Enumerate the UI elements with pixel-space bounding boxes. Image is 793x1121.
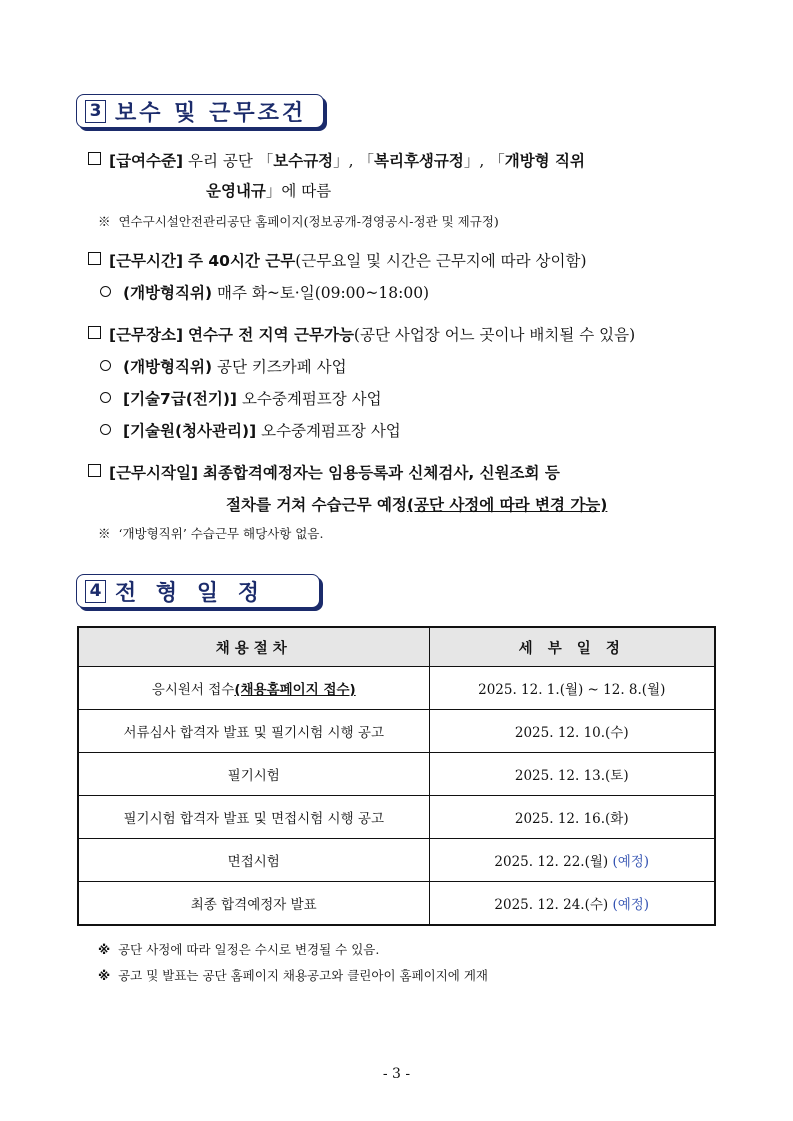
tentative-tag: (예정) <box>612 854 650 870</box>
place-rest: (공단 사업장 어느 곳이나 배치될 수 있음) <box>353 326 636 344</box>
place-item-label: [기술원(청사관리)] <box>123 422 257 440</box>
start-line-1 <box>88 461 560 483</box>
pay-text: 」, 「 <box>463 152 505 170</box>
start-text-2: 절차를 거쳐 수습근무 예정 <box>226 496 407 514</box>
section-3-header <box>76 94 324 128</box>
schedule-note-text: 공단 사정에 따라 일정은 수시로 변경될 수 있음. <box>118 942 380 957</box>
start-note <box>98 524 323 542</box>
hours-sub-text: 매주 화~토·일(09:00~18:00) <box>216 284 430 302</box>
pay-text: 」에 따름 <box>265 182 332 200</box>
table-row <box>78 667 715 710</box>
date-cell <box>429 839 715 882</box>
section-4-header <box>76 574 320 608</box>
table-row <box>78 753 715 796</box>
step-cell: 서류심사 합격자 발표 및 필기시험 시행 공고 <box>78 710 429 753</box>
checkbox-square-icon <box>88 326 101 339</box>
pay-line-1 <box>88 149 585 171</box>
section-3-title: 보수 및 근무조건 <box>115 100 307 126</box>
schedule-note <box>98 940 379 958</box>
table-row <box>78 839 715 882</box>
hours-sub <box>100 281 429 303</box>
step-cell: 필기시험 <box>78 753 429 796</box>
schedule-note-text: 공고 및 발표는 공단 홈페이지 채용공고와 클린아이 홈페이지에 게재 <box>118 968 488 983</box>
place-item-text: 오수중계펌프장 사업 <box>261 422 401 440</box>
place-line <box>88 323 635 345</box>
step-cell: 최종 합격예정자 발표 <box>78 882 429 926</box>
hours-label: [근무시간] <box>109 252 184 270</box>
place-label: [근무장소] <box>109 326 184 344</box>
place-bold: 연수구 전 지역 근무가능 <box>188 326 354 344</box>
section-3-number: 3 <box>85 100 106 123</box>
circle-bullet-icon <box>100 424 111 435</box>
date-cell: 2025. 12. 10.(수) <box>429 710 715 753</box>
schedule-note <box>98 966 488 984</box>
step-cell: 필기시험 합격자 발표 및 면접시험 시행 공고 <box>78 796 429 839</box>
hours-rest: (근무요일 및 시간은 근무지에 따라 상이함) <box>295 252 587 270</box>
pay-text: 우리 공단 「 <box>188 152 274 170</box>
circle-bullet-icon <box>100 286 111 297</box>
circle-bullet-icon <box>100 360 111 371</box>
hours-line <box>88 249 587 271</box>
note-mark: ※ <box>98 968 111 983</box>
step-text: 응시원서 접수 <box>151 682 235 698</box>
date-text: 2025. 12. 22.(월) <box>494 854 609 870</box>
tentative-tag: (예정) <box>612 897 650 913</box>
checkbox-square-icon <box>88 152 101 165</box>
place-item-text: 공단 키즈카페 사업 <box>216 358 347 376</box>
start-note-text: ‘개방형직위’ 수습근무 해당사항 없음. <box>118 526 324 541</box>
start-label: [근무시작일] <box>109 464 199 482</box>
start-text-1: 최종합격예정자는 임용등록과 신체검사, 신원조회 등 <box>202 464 560 482</box>
place-item-label: [기술7급(전기)] <box>123 390 237 408</box>
place-item-label: (개방형직위) <box>123 358 213 376</box>
pay-rule-3-cont: 운영내규 <box>206 182 266 200</box>
note-mark: ※ <box>98 526 111 541</box>
note-mark: ※ <box>98 214 111 229</box>
pay-note-text: 연수구시설안전관리공단 홈페이지(정보공개-경영공시-정관 및 제규정) <box>118 214 499 229</box>
checkbox-square-icon <box>88 252 101 265</box>
date-cell: 2025. 12. 13.(토) <box>429 753 715 796</box>
date-cell <box>429 882 715 926</box>
pay-line-2 <box>206 179 331 201</box>
table-row <box>78 710 715 753</box>
place-item <box>100 419 401 441</box>
pay-note <box>98 212 499 230</box>
circle-bullet-icon <box>100 392 111 403</box>
start-text-2-underlined: (공단 사정에 따라 변경 가능) <box>406 496 608 514</box>
column-header-step: 채용절차 <box>78 627 429 667</box>
place-item-text: 오수중계펌프장 사업 <box>241 390 382 408</box>
place-item <box>100 387 382 409</box>
page-number: - 3 - <box>382 1066 411 1082</box>
step-extra: (채용홈페이지 접수) <box>234 682 356 698</box>
start-line-2 <box>226 493 607 515</box>
checkbox-square-icon <box>88 464 101 477</box>
pay-rule-3: 개방형 직위 <box>504 152 585 170</box>
step-cell: 면접시험 <box>78 839 429 882</box>
column-header-date: 세 부 일 정 <box>429 627 715 667</box>
date-cell: 2025. 12. 1.(월) ~ 12. 8.(월) <box>429 667 715 710</box>
section-4-title: 전 형 일 정 <box>115 580 265 606</box>
pay-rule-1: 보수규정 <box>273 152 334 170</box>
schedule-table <box>77 626 716 926</box>
step-cell <box>78 667 429 710</box>
pay-rule-2: 복리후생규정 <box>374 152 464 170</box>
table-row <box>78 796 715 839</box>
date-cell: 2025. 12. 16.(화) <box>429 796 715 839</box>
hours-bold: 주 40시간 근무 <box>188 252 296 270</box>
pay-label: [급여수준] <box>109 152 184 170</box>
place-item <box>100 355 347 377</box>
table-row <box>78 882 715 926</box>
hours-sub-label: (개방형직위) <box>123 284 213 302</box>
table-header-row <box>78 627 715 667</box>
pay-text: 」, 「 <box>333 152 375 170</box>
date-text: 2025. 12. 24.(수) <box>494 897 609 913</box>
note-mark: ※ <box>98 942 111 957</box>
section-4-number: 4 <box>85 580 106 603</box>
